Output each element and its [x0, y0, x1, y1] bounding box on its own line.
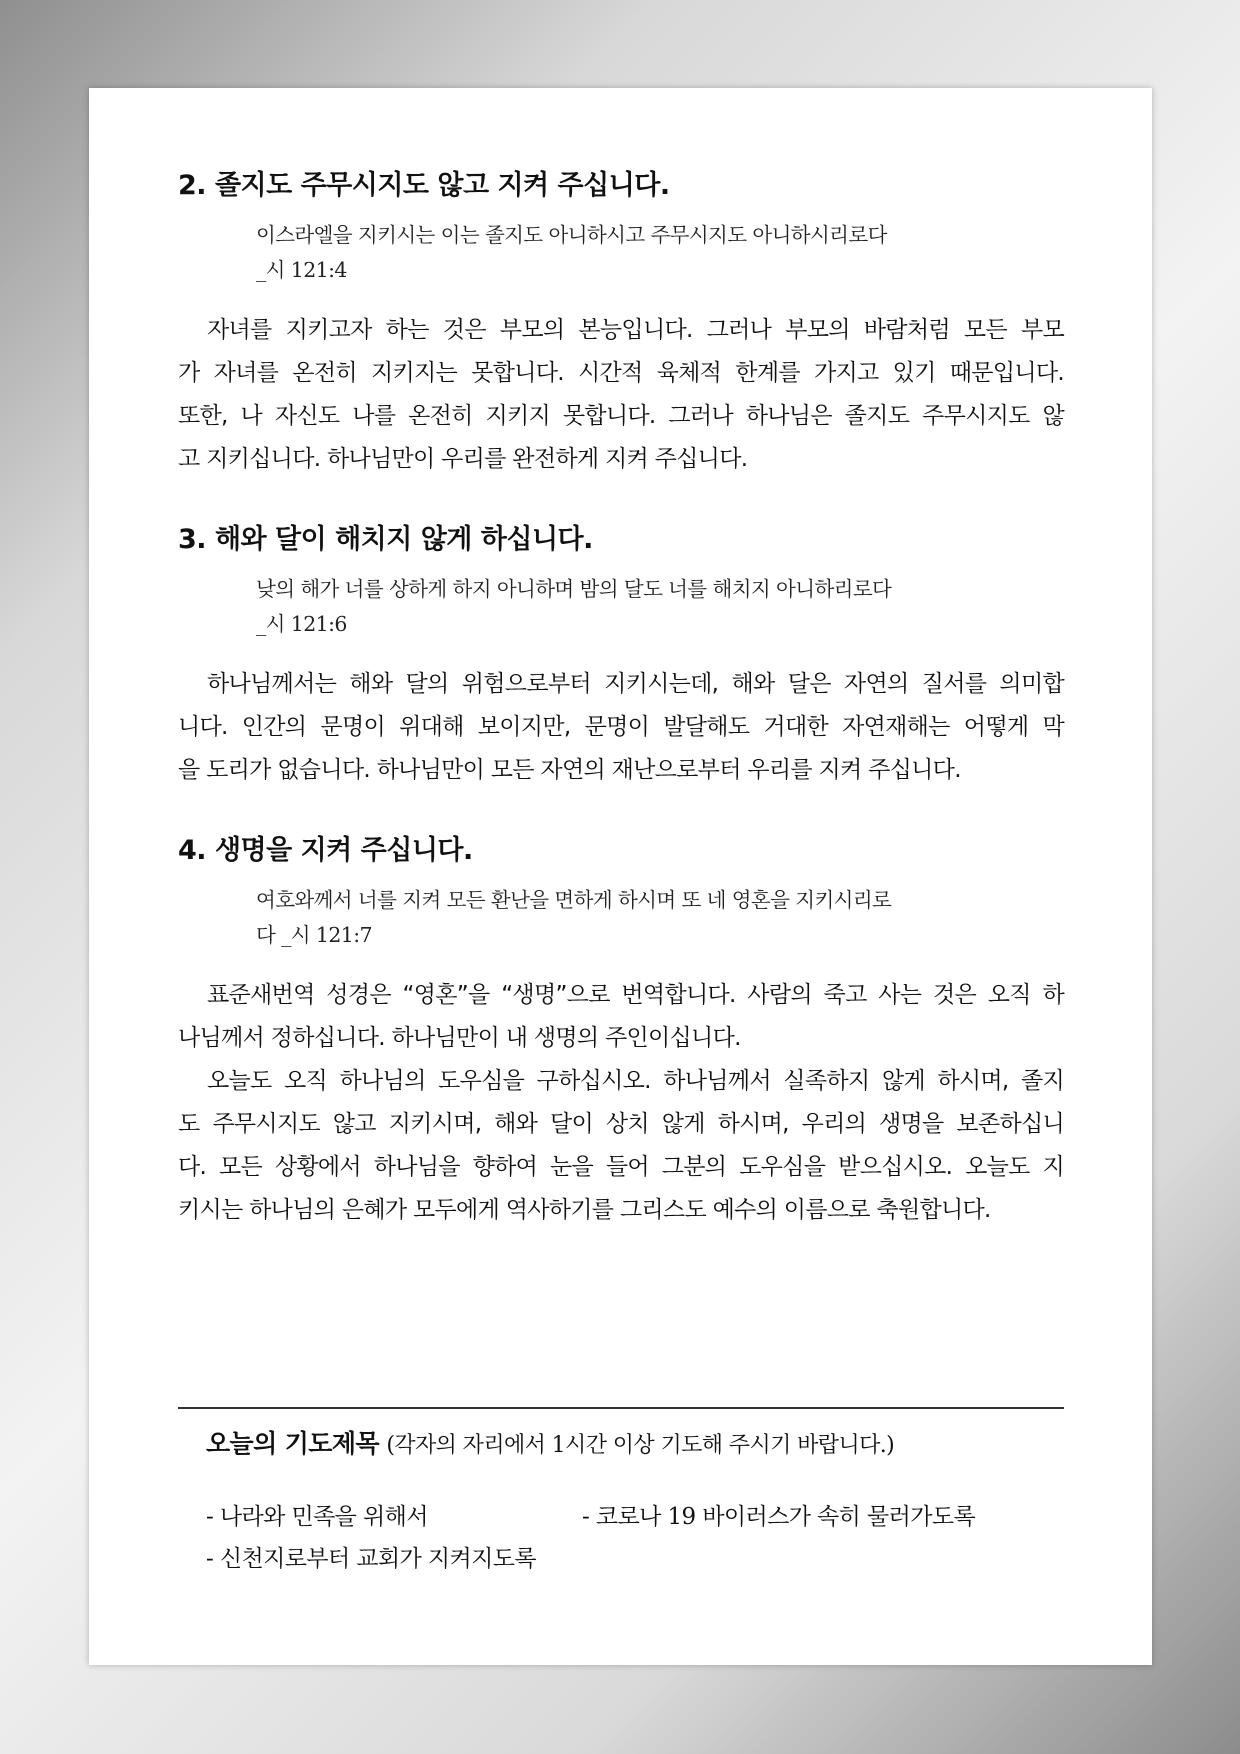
prayer-title-note: (각자의 자리에서 1시간 이상 기도해 주시기 바랍니다.) [386, 1433, 895, 1458]
paragraph-line: 을 도리가 없습니다. 하나님만이 모든 자연의 재난으로부터 우리를 지켜 주십니다. [178, 757, 961, 783]
paragraph-line: 다. 모든 상황에서 하나님을 향하여 눈을 들어 그분의 도우심을 받으십시오. 오늘도 지 [178, 1154, 1064, 1180]
prayer-item: - 신천지로부터 교회가 지켜지도록 [206, 1546, 536, 1572]
prayer-item: - 코로나 19 바이러스가 속히 물러가도록 [582, 1504, 976, 1530]
paragraph-line: 하나님께서는 해와 달의 위험으로부터 지키시는데, 해와 달은 자연의 질서를 의미합 [207, 671, 1064, 697]
scripture-quote [256, 572, 1064, 642]
prayer-item: - 나라와 민족을 위해서 [206, 1504, 428, 1530]
verse-line: 이스라엘을 지키시는 이는 졸지도 아니하시고 주무시지도 아니하시리로다 [256, 223, 887, 247]
divider [178, 1407, 1064, 1409]
verse-line: 여호와께서 너를 지켜 모든 환난을 면하게 하시며 또 네 영혼을 지키시리로 [256, 888, 892, 912]
paragraph-line: 표준새번역 성경은 “영혼”을 “생명”으로 번역합니다. 사람의 죽고 사는 것은 오직 하 [207, 982, 1064, 1008]
document-page [89, 88, 1152, 1665]
section-2 [178, 166, 1064, 481]
paragraph-line: 나님께서 정하십니다. 하나님만이 내 생명의 주인이십니다. [178, 1025, 741, 1051]
paragraph-line: 고 지키십니다. 하나님만이 우리를 완전하게 지켜 주십니다. [178, 446, 748, 472]
paragraph-line: 자녀를 지키고자 하는 것은 부모의 본능입니다. 그러나 부모의 바람처럼 모든 부모 [207, 317, 1064, 343]
paragraph-line: 도 주무시지도 않고 지키시며, 해와 달이 상치 않게 하시며, 우리의 생명을 보존하십니 [178, 1111, 1064, 1137]
paragraph-line: 가 자녀를 온전히 지키지는 못합니다. 시간적 육체적 한계를 가지고 있기 때문입니다. [178, 360, 1064, 386]
section-paragraph [178, 974, 1064, 1060]
page-content [178, 166, 1064, 1232]
paragraph-line: 오늘도 오직 하나님의 도우심을 구하십시오. 하나님께서 실족하지 않게 하시며, 졸지 [207, 1068, 1064, 1094]
paragraph-line: 키시는 하나님의 은혜가 모두에게 역사하기를 그리스도 예수의 이름으로 축원합니다. [178, 1197, 991, 1223]
section-paragraph [178, 1060, 1064, 1232]
prayer-topics-title [206, 1424, 894, 1466]
section-4 [178, 831, 1064, 1232]
verse-reference: 다 _시 121:7 [256, 923, 372, 947]
scripture-quote [256, 218, 1064, 288]
section-heading: 2. 졸지도 주무시지도 않고 지켜 주십니다. [178, 170, 670, 201]
verse-reference: _시 121:4 [256, 258, 347, 282]
section-paragraph [178, 663, 1064, 792]
verse-reference: _시 121:6 [256, 612, 347, 636]
paragraph-line: 니다. 인간의 문명이 위대해 보이지만, 문명이 발달해도 거대한 자연재해는 어떻게 막 [178, 714, 1064, 740]
scripture-quote [256, 883, 1064, 953]
section-3 [178, 520, 1064, 792]
section-heading: 4. 생명을 지켜 주십니다. [178, 835, 473, 866]
prayer-title-main: 오늘의 기도제목 [206, 1429, 379, 1458]
verse-line: 낮의 해가 너를 상하게 하지 아니하며 밤의 달도 너를 해치지 아니하리로다 [256, 577, 892, 601]
section-heading: 3. 해와 달이 해치지 않게 하십니다. [178, 524, 593, 555]
section-paragraph [178, 309, 1064, 481]
paragraph-line: 또한, 나 자신도 나를 온전히 지키지 못합니다. 그러나 하나님은 졸지도 주무시지도 않 [178, 403, 1064, 429]
